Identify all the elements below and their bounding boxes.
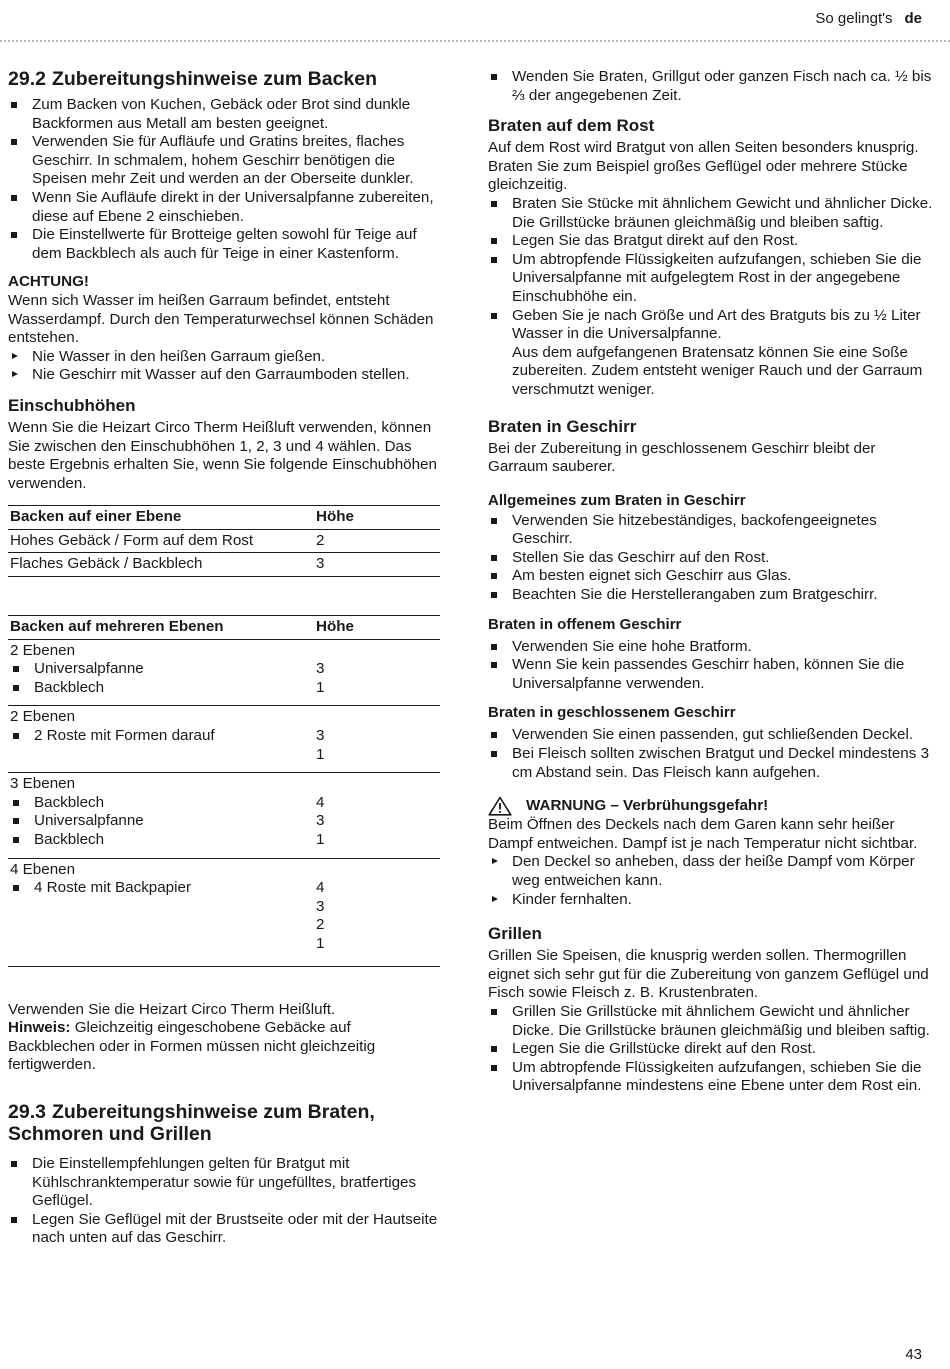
- list-item: Legen Sie das Bratgut direkt auf den Rost.: [488, 232, 933, 251]
- table-row: [8, 553, 440, 577]
- closed-subheading: Braten in geschlossenem Geschirr: [488, 704, 736, 722]
- list-item: Verwenden Sie eine hohe Bratform.: [488, 638, 933, 657]
- list-item: Geben Sie je nach Größe und Art des Bratguts bis zu ½ Liter Wasser in die Universalpfanne. Aus dem aufgefangenen Bratensatz können Sie eine Soße zubereiten. Zudem entsteht weniger Rauch und der Garraum verschmutzt weniger.: [488, 307, 933, 400]
- list-item: Legen Sie Geflügel mit der Brustseite oder mit der Hautseite nach unten auf das Geschirr.: [8, 1211, 440, 1248]
- single-level-table: [8, 505, 440, 577]
- list-item: Wenn Sie Aufläufe direkt in der Universalpfanne zubereiten, diese auf Ebene 2 einschieben.: [8, 189, 440, 226]
- list-item: Nie Geschirr mit Wasser auf den Garraumboden stellen.: [8, 366, 440, 385]
- running-header: [815, 10, 922, 29]
- list-item: Am besten eignet sich Geschirr aus Glas.: [488, 567, 933, 586]
- table-cell: 2 Ebenen Universalpfanne Backblech: [8, 639, 314, 706]
- hint-label: Hinweis:: [8, 1019, 71, 1037]
- table-header: Backen auf einer Ebene: [8, 506, 314, 530]
- list-item: Verwenden Sie einen passenden, gut schließenden Deckel.: [488, 726, 933, 745]
- list-item: Grillen Sie Grillstücke mit ähnlichem Gewicht und ähnlicher Dicke. Die Grillstücke bräunen gleichmäßig und bleiben saftig.: [488, 1003, 933, 1040]
- list-item: Legen Sie die Grillstücke direkt auf den Rost.: [488, 1040, 933, 1059]
- rost-bullets: [488, 195, 933, 400]
- table-cell: Hohes Gebäck / Form auf dem Rost: [8, 529, 314, 553]
- einschub-heading: Einschubhöhen: [8, 395, 136, 415]
- rost-heading: Braten auf dem Rost: [488, 116, 655, 136]
- caution-title: ACHTUNG!: [8, 273, 89, 291]
- table-row: [8, 773, 440, 858]
- table-header: Backen auf mehreren Ebenen: [8, 616, 314, 640]
- caution-text: Wenn sich Wasser im heißen Garraum befindet, entsteht Wasserdampf. Durch den Temperaturwechsel können Schäden entstehen.: [8, 291, 434, 347]
- list-item: Den Deckel so anheben, dass der heiße Dampf vom Körper weg entweichen kann.: [488, 853, 933, 890]
- header-divider: [0, 40, 950, 42]
- general-bullets: [488, 512, 933, 605]
- table-cell: 4 Ebenen 4 Roste mit Backpapier: [8, 858, 314, 966]
- list-item: Kinder fernhalten.: [488, 891, 933, 910]
- header-language: de: [904, 10, 922, 27]
- header-section-title: So gelingt's: [815, 10, 893, 27]
- multi-level-table: [8, 615, 440, 967]
- open-bullets: [488, 638, 933, 694]
- right-column: [488, 68, 933, 1096]
- warning-text: Beim Öffnen des Deckels nach dem Garen kann sehr heißer Dampf entweichen. Dampf ist je nach Temperatur nicht sichtbar.: [488, 816, 918, 852]
- list-item: Um abtropfende Flüssigkeiten aufzufangen, schieben Sie die Universalpfanne mindestens eine Ebene unter dem Rost ein.: [488, 1059, 933, 1096]
- caution-steps: [8, 348, 440, 385]
- table-row: [8, 529, 440, 553]
- list-item: Verwenden Sie für Aufläufe und Gratins breites, flaches Geschirr. In schmalem, hohem Geschirr benötigen die Speisen mehr Zeit und werden an der Oberseite dunkler.: [8, 133, 440, 189]
- table-cell: 3 1: [314, 706, 440, 773]
- grillen-heading: Grillen: [488, 924, 542, 944]
- list-item: Zum Backen von Kuchen, Gebäck oder Brot sind dunkle Backformen aus Metall am besten geeignet.: [8, 96, 440, 133]
- table-cell: 4 3 2 1: [314, 858, 440, 966]
- list-item: Stellen Sie das Geschirr auf den Rost.: [488, 549, 933, 568]
- einschub-text: Wenn Sie die Heizart Circo Therm Heißluft verwenden, können Sie zwischen den Einschubhöhen 1, 2, 3 und 4 wählen. Das beste Ergebnis erhalten Sie, wenn Sie folgende Einschubhöhen verwenden.: [8, 418, 437, 492]
- table-cell: 4 3 1: [314, 773, 440, 858]
- table-row: [8, 706, 440, 773]
- table-header: Höhe: [314, 506, 440, 530]
- warning-title: WARNUNG – Verbrühungsgefahr!: [526, 796, 769, 814]
- table-cell: 3 Ebenen Backblech Universalpfanne Backblech: [8, 773, 314, 858]
- list-item: Die Einstellwerte für Brotteige gelten sowohl für Teige auf dem Backblech als auch für Teige in einer Kastenform.: [8, 226, 440, 263]
- grillen-text: Grillen Sie Speisen, die knusprig werden sollen. Thermogrillen eignet sich sehr gut für die Zubereitung von ganzem Geflügel und Fisch sowie Fleisch z. B. Krustenbraten.: [488, 947, 929, 1002]
- table-header: Höhe: [314, 616, 440, 640]
- table-cell: 2: [314, 529, 440, 553]
- closed-bullets: [488, 726, 933, 782]
- braten-bullet-list: [8, 1155, 440, 1248]
- warning-triangle-icon: [488, 796, 512, 816]
- list-item: Die Einstellempfehlungen gelten für Bratgut mit Kühlschranktemperatur sowie für ungefülltes, bratfertiges Geflügel.: [8, 1155, 440, 1211]
- left-column: [8, 68, 440, 1248]
- geschirr-heading: Braten in Geschirr: [488, 416, 637, 436]
- general-subheading: Allgemeines zum Braten in Geschirr: [488, 491, 746, 509]
- list-item: Wenden Sie Braten, Grillgut oder ganzen Fisch nach ca. ½ bis ⅔ der angegebenen Zeit.: [488, 68, 933, 105]
- geschirr-text: Bei der Zubereitung in geschlossenem Geschirr bleibt der Garraum sauberer.: [488, 439, 876, 476]
- top-bullet-list: [488, 68, 933, 105]
- open-subheading: Braten in offenem Geschirr: [488, 615, 682, 633]
- hint-paragraph: [8, 1019, 440, 1075]
- list-item: Nie Wasser in den heißen Garraum gießen.: [8, 348, 440, 367]
- backen-bullet-list: [8, 96, 440, 263]
- after-table-note: Verwenden Sie die Heizart Circo Therm Heißluft.: [8, 1000, 336, 1018]
- table-cell: 2 Ebenen 2 Roste mit Formen darauf: [8, 706, 314, 773]
- list-item: Beachten Sie die Herstellerangaben zum Bratgeschirr.: [488, 586, 933, 605]
- table-cell: 3 1: [314, 639, 440, 706]
- hint-text: Gleichzeitig eingeschobene Gebäcke auf Backblechen oder in Formen müssen nicht gleichzeitig fertigwerden.: [8, 1019, 376, 1074]
- table-row: [8, 858, 440, 966]
- warning-steps: [488, 853, 933, 909]
- table-row: [8, 639, 440, 706]
- warning-heading: [488, 796, 933, 816]
- section-heading-backen: 29.2 Zubereitungshinweise zum Backen: [8, 68, 378, 90]
- list-item: Bei Fleisch sollten zwischen Bratgut und Deckel mindestens 3 cm Abstand sein. Das Fleisch kann aufgehen.: [488, 745, 933, 782]
- grillen-bullets: [488, 1003, 933, 1096]
- list-item: Um abtropfende Flüssigkeiten aufzufangen, schieben Sie die Universalpfanne mit aufgelegtem Rost in der angegebene Einschubhöhe ein.: [488, 251, 933, 307]
- table-cell: Flaches Gebäck / Backblech: [8, 553, 314, 577]
- section-heading-braten: 29.3 Zubereitungshinweise zum Braten, Schmoren und Grillen: [8, 1100, 375, 1145]
- list-item: Verwenden Sie hitzebeständiges, backofengeeignetes Geschirr.: [488, 512, 933, 549]
- table-cell: 3: [314, 553, 440, 577]
- rost-text: Auf dem Rost wird Bratgut von allen Seiten besonders knusprig. Braten Sie zum Beispiel großes Geflügel oder mehrere Stücke gleichzeitig.: [488, 139, 919, 194]
- page-number: 43: [905, 1346, 922, 1363]
- list-item: Braten Sie Stücke mit ähnlichem Gewicht und ähnlicher Dicke. Die Grillstücke bräunen gleichmäßig und bleiben saftig.: [488, 195, 933, 232]
- list-item: Wenn Sie kein passendes Geschirr haben, können Sie die Universalpfanne verwenden.: [488, 656, 933, 693]
